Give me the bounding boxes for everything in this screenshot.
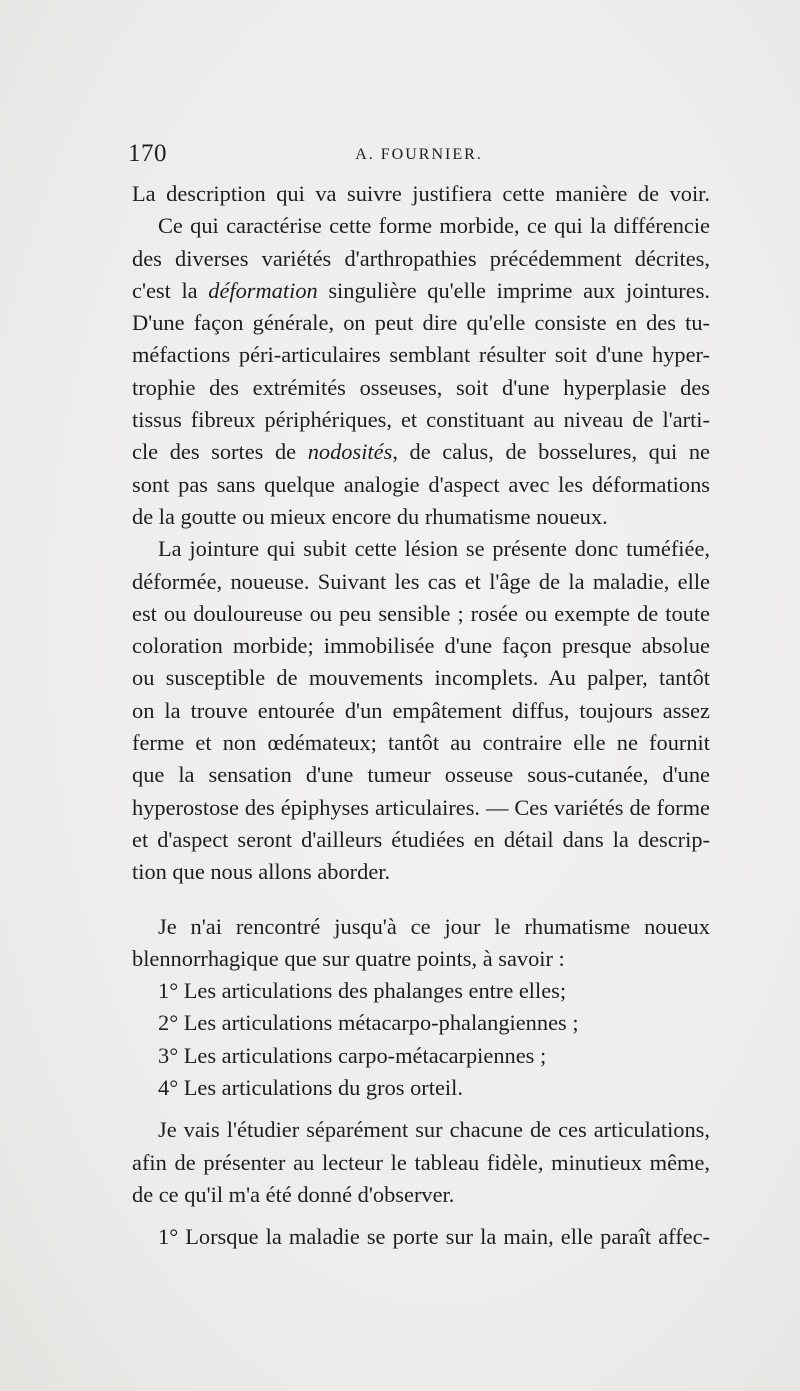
text-segment: , de calus, de bosselures, qui ne — [392, 439, 710, 465]
text-line: tion que nous allons aborder. — [132, 859, 391, 885]
text-line: tissus fibreux périphériques, et constituant au niveau de l'arti- — [132, 407, 710, 433]
text-line: sont pas sans quelque analogie d'aspect avec les déformations — [132, 471, 710, 497]
text-line: est ou douloureuse ou peu sensible ; rosée ou exempte de toute — [132, 600, 710, 626]
text-line: La jointure qui subit cette lésion se présente donc tuméfiée, — [158, 536, 710, 562]
text-line: Je vais l'étudier séparément sur chacune de ces articulations, — [158, 1117, 710, 1143]
page-header — [128, 140, 710, 174]
text-line: de ce qu'il m'a été donné d'observer. — [132, 1181, 455, 1207]
body-text — [132, 178, 710, 1254]
text-line: D'une façon générale, on peut dire qu'elle consiste en des tu- — [132, 310, 710, 336]
text-segment: cle des sortes de — [132, 439, 308, 465]
text-line: de la goutte ou mieux encore du rhumatisme noueux. — [132, 503, 608, 529]
paragraph-gap — [132, 1211, 710, 1221]
text-line: trophie des extrémités osseuses, soit d'une hyperplasie des — [132, 374, 710, 400]
text-line: afin de présenter au lecteur le tableau fidèle, minutieux même, — [132, 1149, 710, 1175]
text-line — [132, 436, 710, 468]
text-line: ou susceptible de mouvements incomplets. Au palper, tantôt — [132, 665, 710, 691]
text-line: coloration morbide; immobilisée d'une façon presque absolue — [132, 633, 710, 659]
paragraph-gap — [132, 889, 710, 911]
text-line: Je n'ai rencontré jusqu'à ce jour le rhumatisme noueux — [158, 913, 710, 939]
text-line: on la trouve entourée d'un empâtement diffus, toujours assez — [132, 697, 710, 723]
text-line: Ce qui caractérise cette forme morbide, ce qui la différencie — [158, 213, 710, 239]
italic-term: déformation — [208, 277, 318, 303]
text-line: que la sensation d'une tumeur osseuse sous-cutanée, d'une — [132, 762, 710, 788]
text-line: hyperostose des épiphyses articulaires. — Ces variétés de forme — [132, 794, 710, 820]
paragraph-gap — [132, 1104, 710, 1114]
list-item: 3° Les articulations carpo-métacarpiennes ; — [158, 1042, 547, 1068]
italic-term: nodosités — [307, 439, 393, 465]
list-item: 1° Les articulations des phalanges entre elles; — [158, 978, 567, 1004]
running-head: A. FOURNIER. — [355, 146, 483, 163]
text-line: blennorrhagique que sur quatre points, à savoir : — [132, 945, 565, 971]
text-line: méfactions péri-articulaires semblant résulter soit d'une hyper- — [132, 342, 710, 368]
list-item: 4° Les articulations du gros orteil. — [158, 1075, 463, 1101]
text-line: La description qui va suivre justifiera cette manière de voir. — [132, 181, 710, 206]
text-line: 1° Lorsque la maladie se porte sur la main, elle paraît affec- — [158, 1224, 710, 1250]
list-item: 2° Les articulations métacarpo-phalangiennes ; — [158, 1010, 579, 1036]
text-line: déformée, noueuse. Suivant les cas et l'âge de la maladie, elle — [132, 568, 710, 594]
text-line: ferme et non œdémateux; tantôt au contraire elle ne fournit — [132, 730, 710, 756]
text-line: et d'aspect seront d'ailleurs étudiées en détail dans la descrip- — [132, 826, 710, 852]
text-segment: c'est la — [132, 277, 209, 303]
text-line: des diverses variétés d'arthropathies précédemment décrites, — [132, 245, 710, 271]
text-segment: singulière qu'elle imprime aux jointures. — [317, 277, 711, 303]
page-number: 170 — [128, 140, 167, 167]
text-line — [132, 275, 710, 307]
